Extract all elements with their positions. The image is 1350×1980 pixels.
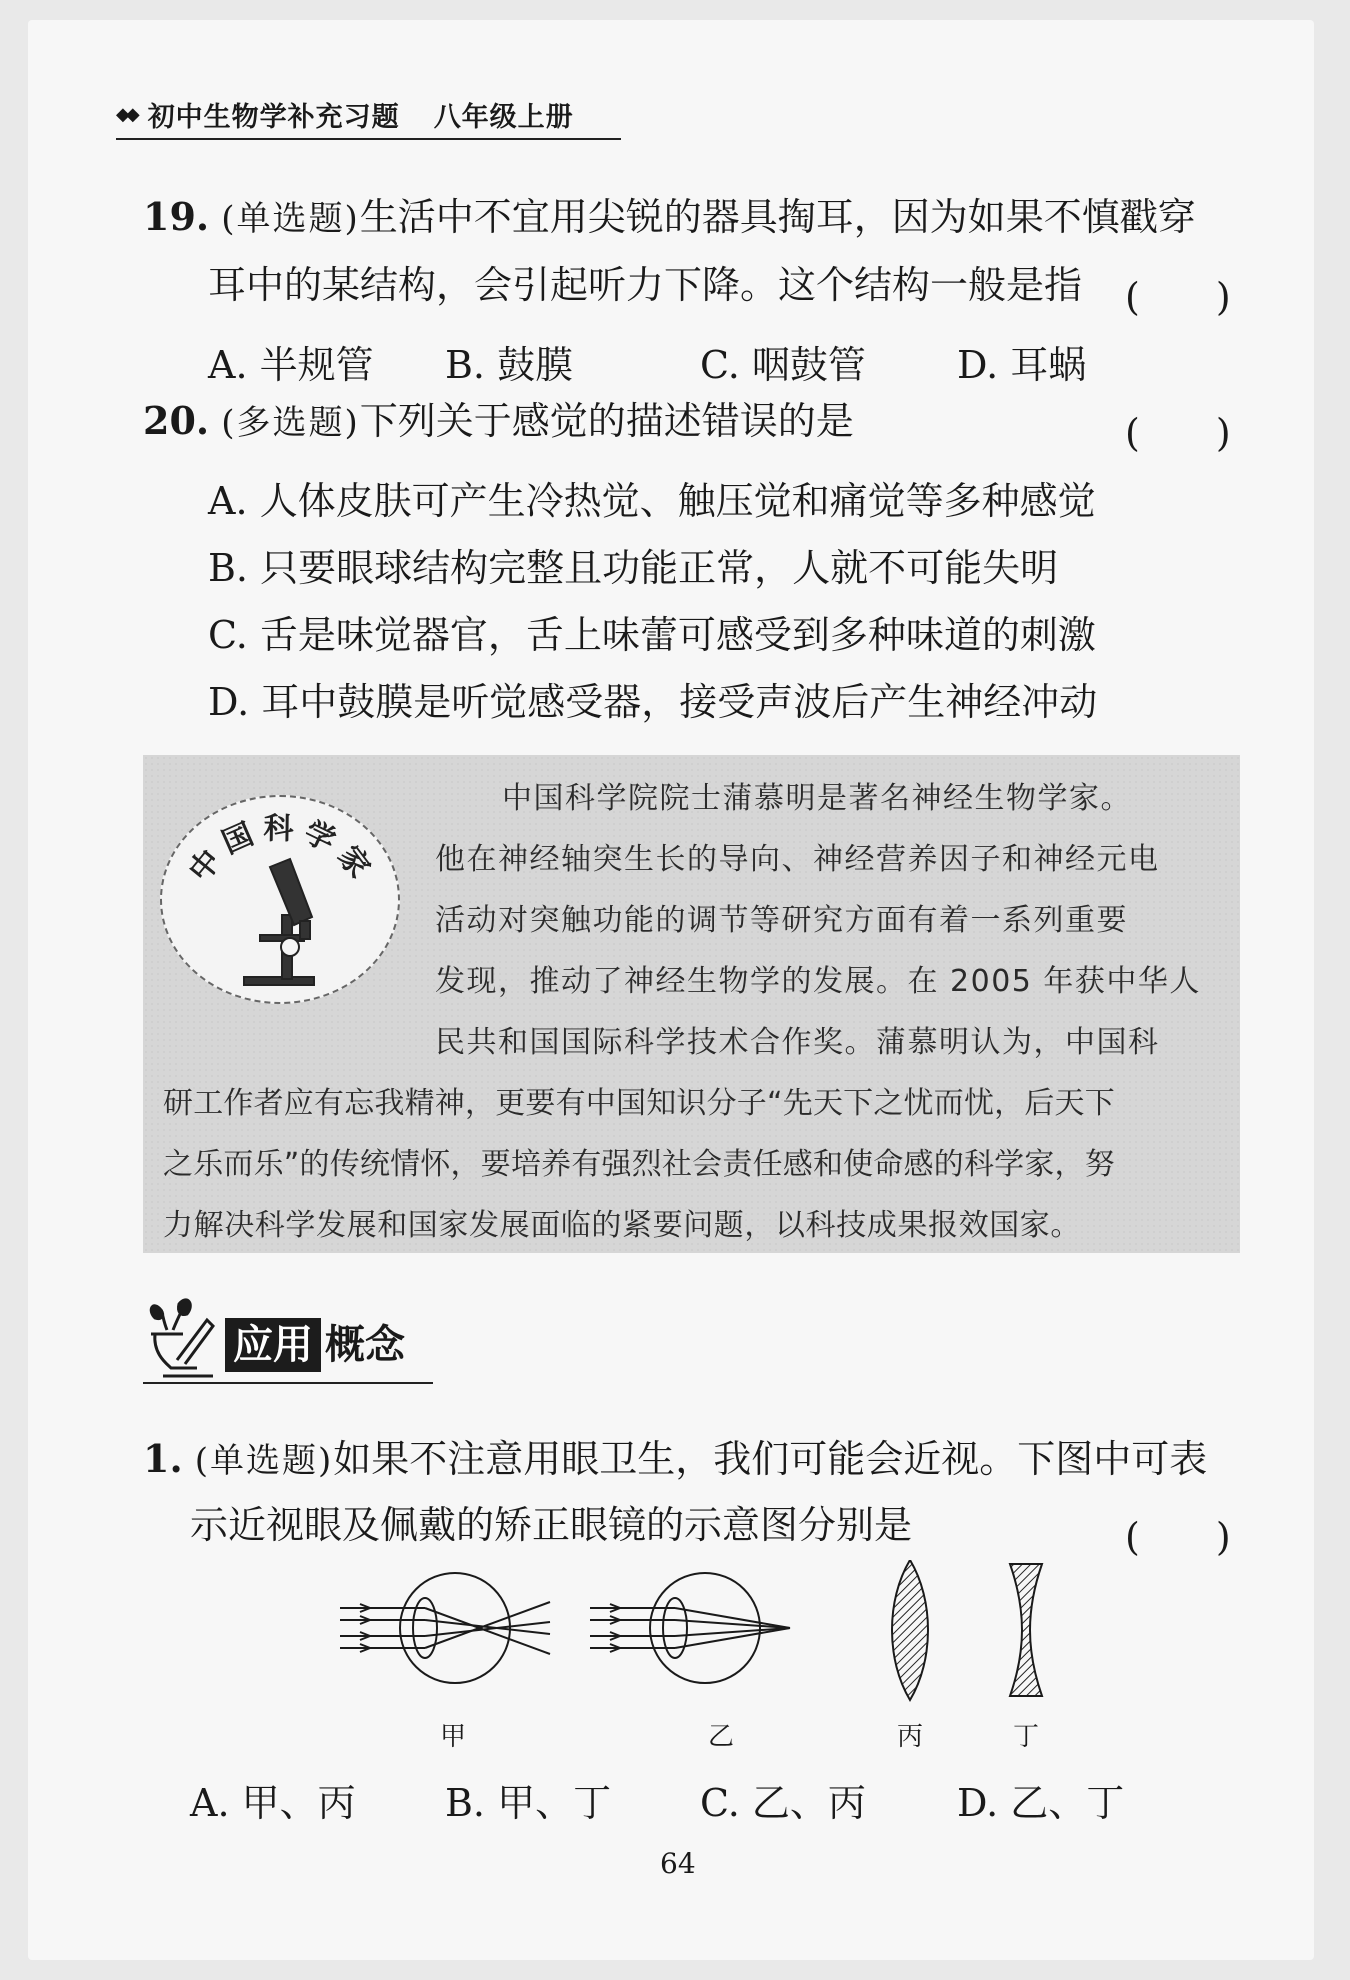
section-heading (143, 1290, 433, 1384)
option-d: D. 耳蜗 (957, 343, 1087, 387)
chinese-scientist-seal (160, 795, 400, 1004)
running-header (116, 90, 621, 140)
option-d: D. 乙、丁 (957, 1781, 1125, 1825)
eye-yi-icon (590, 1573, 790, 1683)
scientist-text-line: 力解决科学发展和国家发展面临的紧要问题，以科技成果报效国家。 (163, 1208, 1081, 1243)
question-19-line2: 耳中的某结构，会引起听力下降。这个结构一般是指 (208, 263, 1083, 307)
option-b: B. 只要眼球结构完整且功能正常，人就不可能失明 (208, 546, 1059, 590)
eye-jia-icon (340, 1573, 550, 1683)
section-rest: 概念 (325, 1322, 405, 1368)
scientist-text-line: 发现，推动了神经生物学的发展。在 2005 年获中华人 (435, 964, 1201, 999)
question-text: 如果不注意用眼卫生，我们可能会近视。下图中可表 (333, 1437, 1208, 1481)
question-text: 生活中不宜用尖锐的器具掏耳，因为如果不慎戳穿 (359, 195, 1196, 239)
seal-text: 中国科学家 (182, 811, 382, 892)
book-title: 初中生物学补充习题 (147, 101, 400, 133)
concave-lens-icon (1010, 1564, 1042, 1696)
page-number: 64 (660, 1847, 696, 1880)
answer-parentheses: ( ) (1125, 275, 1231, 319)
question-19-line1 (143, 194, 1196, 239)
grade-label: 八年级上册 (433, 101, 574, 133)
option-c: C. 乙、丙 (700, 1781, 866, 1825)
option-d: D. 耳中鼓膜是听觉感受器，接受声波后产生神经冲动 (208, 680, 1098, 724)
figure-label-yi: 乙 (708, 1722, 735, 1752)
option-b: B. 甲、丁 (445, 1781, 612, 1825)
question-text: 下列关于感觉的描述错误的是 (359, 399, 854, 443)
eye-lens-figure (330, 1560, 1090, 1710)
scientist-text-line: 他在神经轴突生长的导向、神经营养因子和神经元电 (435, 842, 1160, 877)
answer-parentheses: ( ) (1125, 1515, 1231, 1559)
option-a: A. 人体皮肤可产生冷热觉、触压觉和痛觉等多种感觉 (208, 479, 1096, 523)
option-a: A. 甲、丙 (190, 1781, 356, 1825)
scientist-text-line: 活动对突触功能的调节等研究方面有着一系列重要 (435, 903, 1128, 938)
option-b: B. 鼓膜 (445, 343, 574, 387)
question-number: 20. (143, 398, 210, 443)
option-a: A. 半规管 (208, 343, 374, 387)
plant-microscope-icon (143, 1290, 223, 1382)
figure-label-ding: 丁 (1013, 1722, 1040, 1752)
option-c: C. 舌是味觉器官，舌上味蕾可感受到多种味道的刺激 (208, 613, 1096, 657)
answer-parentheses: ( ) (1125, 411, 1231, 455)
convex-lens-icon (892, 1560, 928, 1700)
scientist-text-line: 民共和国国际科学技术合作奖。蒲慕明认为，中国科 (435, 1025, 1160, 1060)
question-1-line2: 示近视眼及佩戴的矫正眼镜的示意图分别是 (190, 1503, 913, 1547)
microscope-icon (162, 797, 398, 1002)
question-20-line1 (143, 398, 854, 443)
question-type: (多选题) (221, 403, 360, 443)
scientist-text-line: 之乐而乐”的传统情怀，要培养有强烈社会责任感和使命感的科学家，努 (163, 1147, 1115, 1182)
question-type: (单选题) (194, 1441, 334, 1481)
section-highlight: 应用 (225, 1318, 321, 1372)
question-number: 19. (143, 194, 210, 239)
diamond-bullet-icon: ◆◆ (116, 103, 136, 125)
question-1-line1 (143, 1436, 1208, 1481)
scientist-text-line: 研工作者应有忘我精神，更要有中国知识分子“先天下之忧而忧，后天下 (163, 1086, 1115, 1121)
option-c: C. 咽鼓管 (700, 343, 866, 387)
figure-label-bing: 丙 (897, 1722, 924, 1752)
question-type: (单选题) (221, 199, 360, 239)
scientist-text-line: 中国科学院院士蒲慕明是著名神经生物学家。 (502, 781, 1132, 816)
figure-label-jia: 甲 (440, 1722, 467, 1752)
question-number: 1. (143, 1436, 183, 1481)
